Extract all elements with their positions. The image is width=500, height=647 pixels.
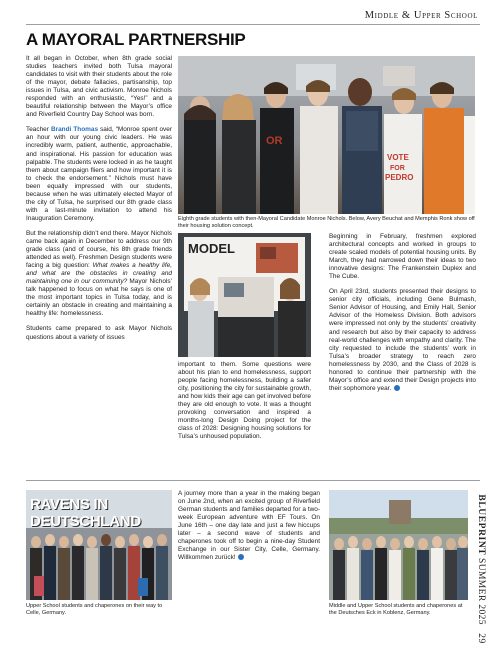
teacher-name: Brandi Thomas [50,126,99,134]
paragraph: It all began in October, when 8th grade social studies teachers invited both Tulsa mayoral candidates to visit with their students about the role of the mayor, debate fallacies, partisanship, top issues in Tulsa, and civic activism. Monroe Nichols responded with an enthusiastic, “Yes!” and a beautiful relationship between the Mayor’s office and Riverfield Country Day School was born. [26,55,173,119]
ravens-photo-caption: Upper School students and chaperones on their way to Celle, Germany. [26,603,163,616]
photo-students-with-mayor [178,56,475,214]
ravens-article-text [178,490,320,562]
photo-illustration [178,56,475,214]
screen-text: MODEL [188,241,235,256]
paragraph: important to them. Some questions were about his plan to end homelessness, support people facing homelessness, building a safer city, positioning the city for sustainable growth, and how kids their age can get involved before they are old enough to vote. It was a thought provoking conversation and inspired a months-long Design Doing project for the class of 2028: Designing housing solutions for Tulsa’s unhoused population. [178,361,311,441]
paragraph: On April 23rd, students presented their designs to senior city officials, including Gene Bulmash, Senior Advisor of Housing, and Emily Hall, Senior Advisor of the Homeless Division. Both advisors were impressed not only by the students’ creativity and research but also by their capacity to address real-world challenges with empathy and clarity. The city requested to include the students’ work in Tulsa’s broader strategy to reach zero homelessness by 2030, and the Class of 2028 is honored to continue their partnership with the Mayor’s office and extend their Design projects into their sophomore year. [329,288,476,392]
paragraph: Students came prepared to ask Mayor Nichols questions about a variety of issues [26,325,172,341]
photo-illustration [329,490,468,600]
page-number: 29 [476,632,486,644]
end-mark-icon [238,554,244,560]
paragraph: Beginning in February, freshmen explored architectural concepts and worked in groups to create scaled models of potential housing units. By March, they had narrowed down their ideas to two innovative designs: The Frankenstein Duplex and The Cube. [329,233,476,281]
article-title: A MAYORAL PARTNERSHIP [26,30,246,49]
end-mark-icon [394,385,400,391]
article-column-1 [26,55,172,342]
paragraph: Teacher Brandi Thomas said, “Monroe spent over an hour with our young civic leaders. He was incredibly warm, patient, authentic, approachable, and inspirational. His passion for education was palpable. The students were locked in as he taught them about campaign fliers and how important it is to check the endorsement.” Nichols must have been equally impressed with our students, because when he was ultimately elected Mayor of the city of Tulsa, he surprised our 8th grade class with a last-minute invitation to attend his Inauguration Ceremony. [26,126,172,222]
photo-koblenz-group [329,490,468,600]
magazine-name: BLUEPRINT [476,493,486,555]
magazine-footer [471,493,491,644]
svg-text:PEDRO: PEDRO [385,173,414,182]
svg-text:FOR: FOR [390,165,405,172]
paragraph: A journey more than a year in the making began on June 2nd, when an excited group of Riverfield German students and families departed for a two-week European adventure with EF Tours. On June 16th – one day late and just a few hiccups later – a second wave of students and chaperones took off to begin a nine-day Student Exchange in our Sister City, Celle, Germany. Willkommen zurück! [178,490,320,562]
issue-label: SUMMER 2025 [476,557,486,625]
photo-1-caption: Eighth grade students with then-Mayoral Candidate Monroe Nichols. Below, Avery Beuchat and Memphis Ronk show off their housing solution concept. [178,216,475,229]
top-divider [26,24,480,25]
article-column-2 [178,361,311,441]
paragraph: But the relationship didn’t end there. Mayor Nichols came back again in December to address our 9th grade class (and of course, his 8th grade friends attended as well). Freshmen Design students were facing a big question: What makes a healthy life, and what are the obstacles in creating and maintaining one in our community? Mayor Nichols’ talk happened to focus on what he says is one of the most important topics in Tulsa today, and is certainly an obstacle in creating and maintaining a healthy life: homelessness. [26,229,172,318]
magazine-footer-text [476,494,486,643]
photo-illustration [178,233,311,357]
photo-housing-model [178,233,311,357]
article-column-3 [329,233,476,393]
svg-text:VOTE: VOTE [387,153,409,162]
photo-ravens-in-deutschland [26,490,172,600]
ravens-title: RAVENS IN DEUTSCHLAND [30,496,141,530]
section-divider [26,480,480,481]
section-label: Middle & Upper School [364,10,478,21]
koblenz-photo-caption: Middle and Upper School students and chaperones at the Deutsches Eck in Koblenz, Germany. [329,603,463,616]
svg-text:OR: OR [266,135,283,147]
